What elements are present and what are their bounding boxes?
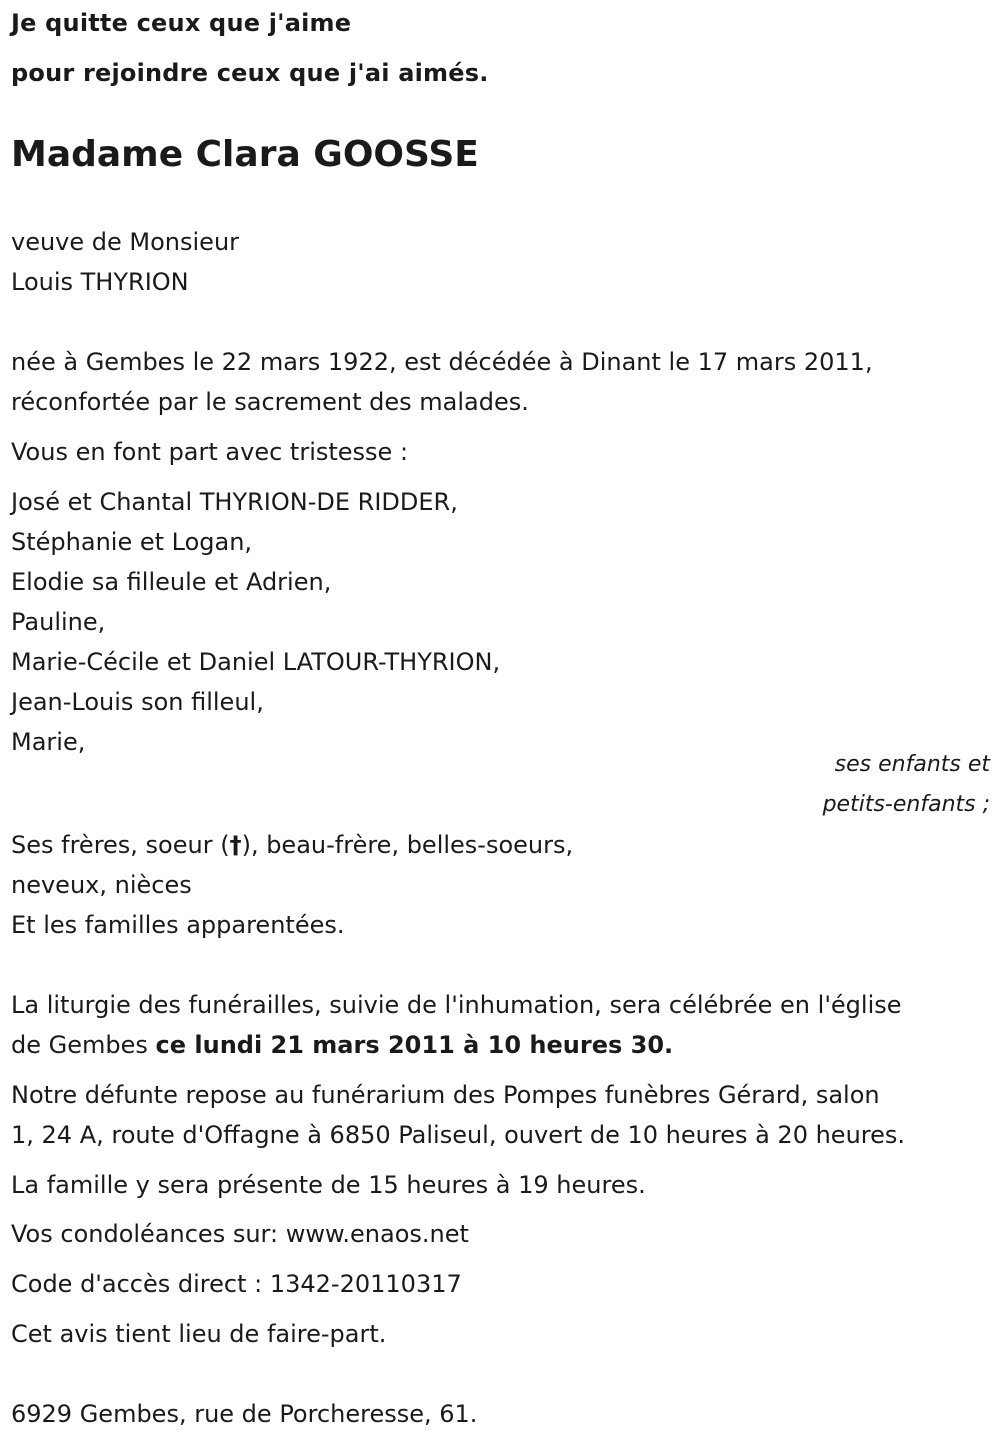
liturgy-line-1: La liturgie des funérailles, suivie de l'inhumation, sera célébrée en l'église — [11, 991, 902, 1019]
announcement-line: Vous en font part avec tristesse : — [11, 438, 409, 466]
epigraph-line-2: pour rejoindre ceux que j'ai aimés. — [11, 59, 489, 87]
siblings-line-3: Et les familles apparentées. — [11, 911, 345, 939]
announcement-text — [11, 432, 991, 472]
family-member: Stéphanie et Logan, — [11, 528, 253, 556]
birth-death-line-2: réconfortée par le sacrement des malades. — [11, 388, 529, 416]
widow-of-line-2: Louis THYRION — [11, 268, 189, 296]
liturgy-block — [11, 985, 991, 1065]
viewing-block — [11, 1075, 991, 1155]
family-present-text: La famille y sera présente de 15 heures à 19 heures. — [11, 1171, 646, 1199]
siblings-line-1 — [11, 825, 991, 865]
notice-text: Cet avis tient lieu de faire-part. — [11, 1320, 387, 1348]
cross-icon: † — [229, 831, 242, 859]
deceased-name: Madame Clara GOOSSE — [11, 134, 479, 175]
relation-line-2: petits-enfants ; — [822, 792, 990, 817]
relation-caption — [823, 745, 990, 825]
epigraph-line-1: Je quitte ceux que j'aime — [11, 9, 352, 37]
siblings-block — [11, 825, 991, 945]
relation-line-1: ses enfants et — [834, 752, 990, 777]
siblings-text-after: ), beau-frère, belles-soeurs, — [241, 831, 574, 859]
widow-of-line-1: veuve de Monsieur — [11, 228, 240, 256]
access-code-text: Code d'accès direct : 1342-20110317 — [11, 1270, 462, 1298]
liturgy-datetime: ce lundi 21 mars 2011 à 10 heures 30. — [155, 1031, 674, 1059]
family-list — [11, 482, 991, 762]
family-member: Elodie sa filleule et Adrien, — [11, 568, 332, 596]
family-member: Marie, — [11, 728, 86, 756]
address-text: 6929 Gembes, rue de Porcheresse, 61. — [11, 1400, 478, 1428]
siblings-line-2: neveux, nièces — [11, 871, 192, 899]
viewing-line-2: 1, 24 A, route d'Offagne à 6850 Paliseul, ouvert de 10 heures à 20 heures. — [11, 1121, 906, 1149]
family-member: José et Chantal THYRION-DE RIDDER, — [11, 488, 458, 516]
liturgy-location: de Gembes — [11, 1031, 156, 1059]
viewing-line-1: Notre défunte repose au funérarium des Pompes funèbres Gérard, salon — [11, 1081, 880, 1109]
family-member: Jean-Louis son filleul, — [11, 688, 264, 716]
siblings-text-before: Ses frères, soeur ( — [11, 831, 230, 859]
family-member: Marie-Cécile et Daniel LATOUR-THYRION, — [11, 648, 501, 676]
condolences-text: Vos condoléances sur: www.enaos.net — [11, 1220, 469, 1248]
widow-of-block — [11, 222, 991, 302]
liturgy-line-2 — [11, 1025, 991, 1065]
birth-death-line-1: née à Gembes le 22 mars 1922, est décédée à Dinant le 17 mars 2011, — [11, 348, 873, 376]
birth-death-block — [11, 342, 991, 422]
family-member: Pauline, — [11, 608, 106, 636]
